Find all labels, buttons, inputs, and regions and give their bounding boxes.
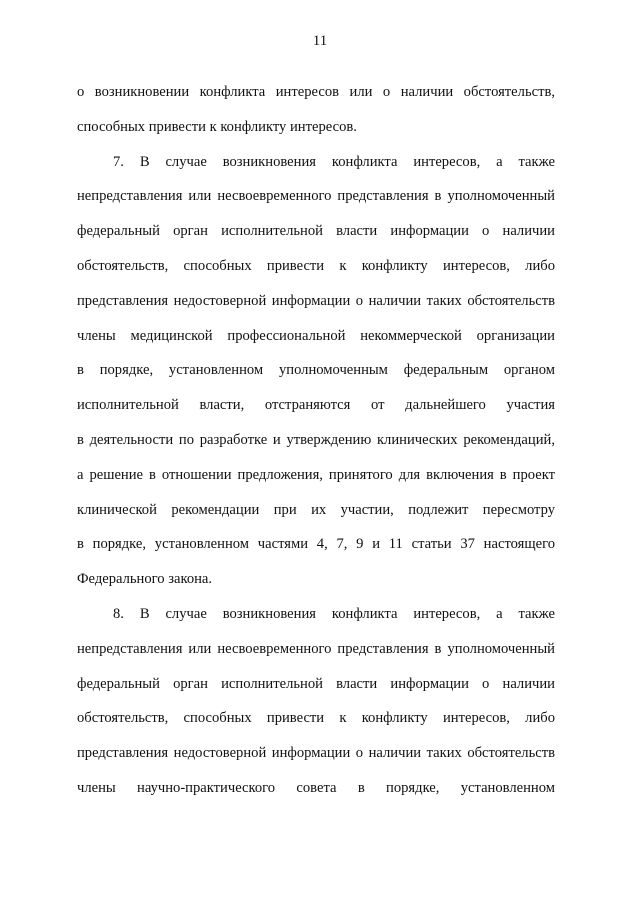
text-line: о возникновении конфликта интересов или о наличии обстоятельств,	[77, 84, 555, 100]
text-line: федеральный орган исполнительной власти информации о наличии	[77, 223, 555, 240]
text-line: в деятельности по разработке и утверждению клинических рекомендаций,	[77, 431, 555, 448]
text-line: способных привести к конфликту интересов.	[77, 118, 357, 135]
text-line: Федерального закона.	[77, 571, 213, 588]
text-line: федеральный орган исполнительной власти информации о наличии	[77, 675, 555, 692]
text-line: 8. В случае возникновения конфликта интересов, а также	[113, 605, 555, 622]
text-line: члены научно-практического совета в порядке, установленном	[77, 779, 555, 796]
text-line: исполнительной власти, отстраняются от дальнейшего участия	[77, 397, 555, 414]
page-number: 11	[312, 33, 328, 49]
text-line: в порядке, установленном частями 4, 7, 9 и 11 статьи 37 настоящего	[77, 536, 555, 553]
document-body	[77, 79, 555, 810]
text-line: обстоятельств, способных привести к конфликту интересов, либо	[77, 257, 555, 274]
text-line: непредставления или несвоевременного представления в уполномоченный	[77, 640, 555, 657]
text-line: представления недостоверной информации о наличии таких обстоятельств	[77, 745, 555, 762]
text-line: обстоятельств, способных привести к конфликту интересов, либо	[77, 710, 555, 727]
text-line: 7. В случае возникновения конфликта интересов, а также	[113, 153, 555, 170]
text-line: в порядке, установленном уполномоченным федеральным органом	[77, 362, 555, 379]
text-line: представления недостоверной информации о наличии таких обстоятельств	[77, 292, 555, 309]
text-line: клинической рекомендации при их участии, подлежит пересмотру	[77, 501, 555, 518]
text-line: непредставления или несвоевременного представления в уполномоченный	[77, 188, 555, 205]
text-line: а решение в отношении предложения, принятого для включения в проект	[77, 466, 555, 483]
text-line: члены медицинской профессиональной некоммерческой организации	[77, 327, 555, 344]
